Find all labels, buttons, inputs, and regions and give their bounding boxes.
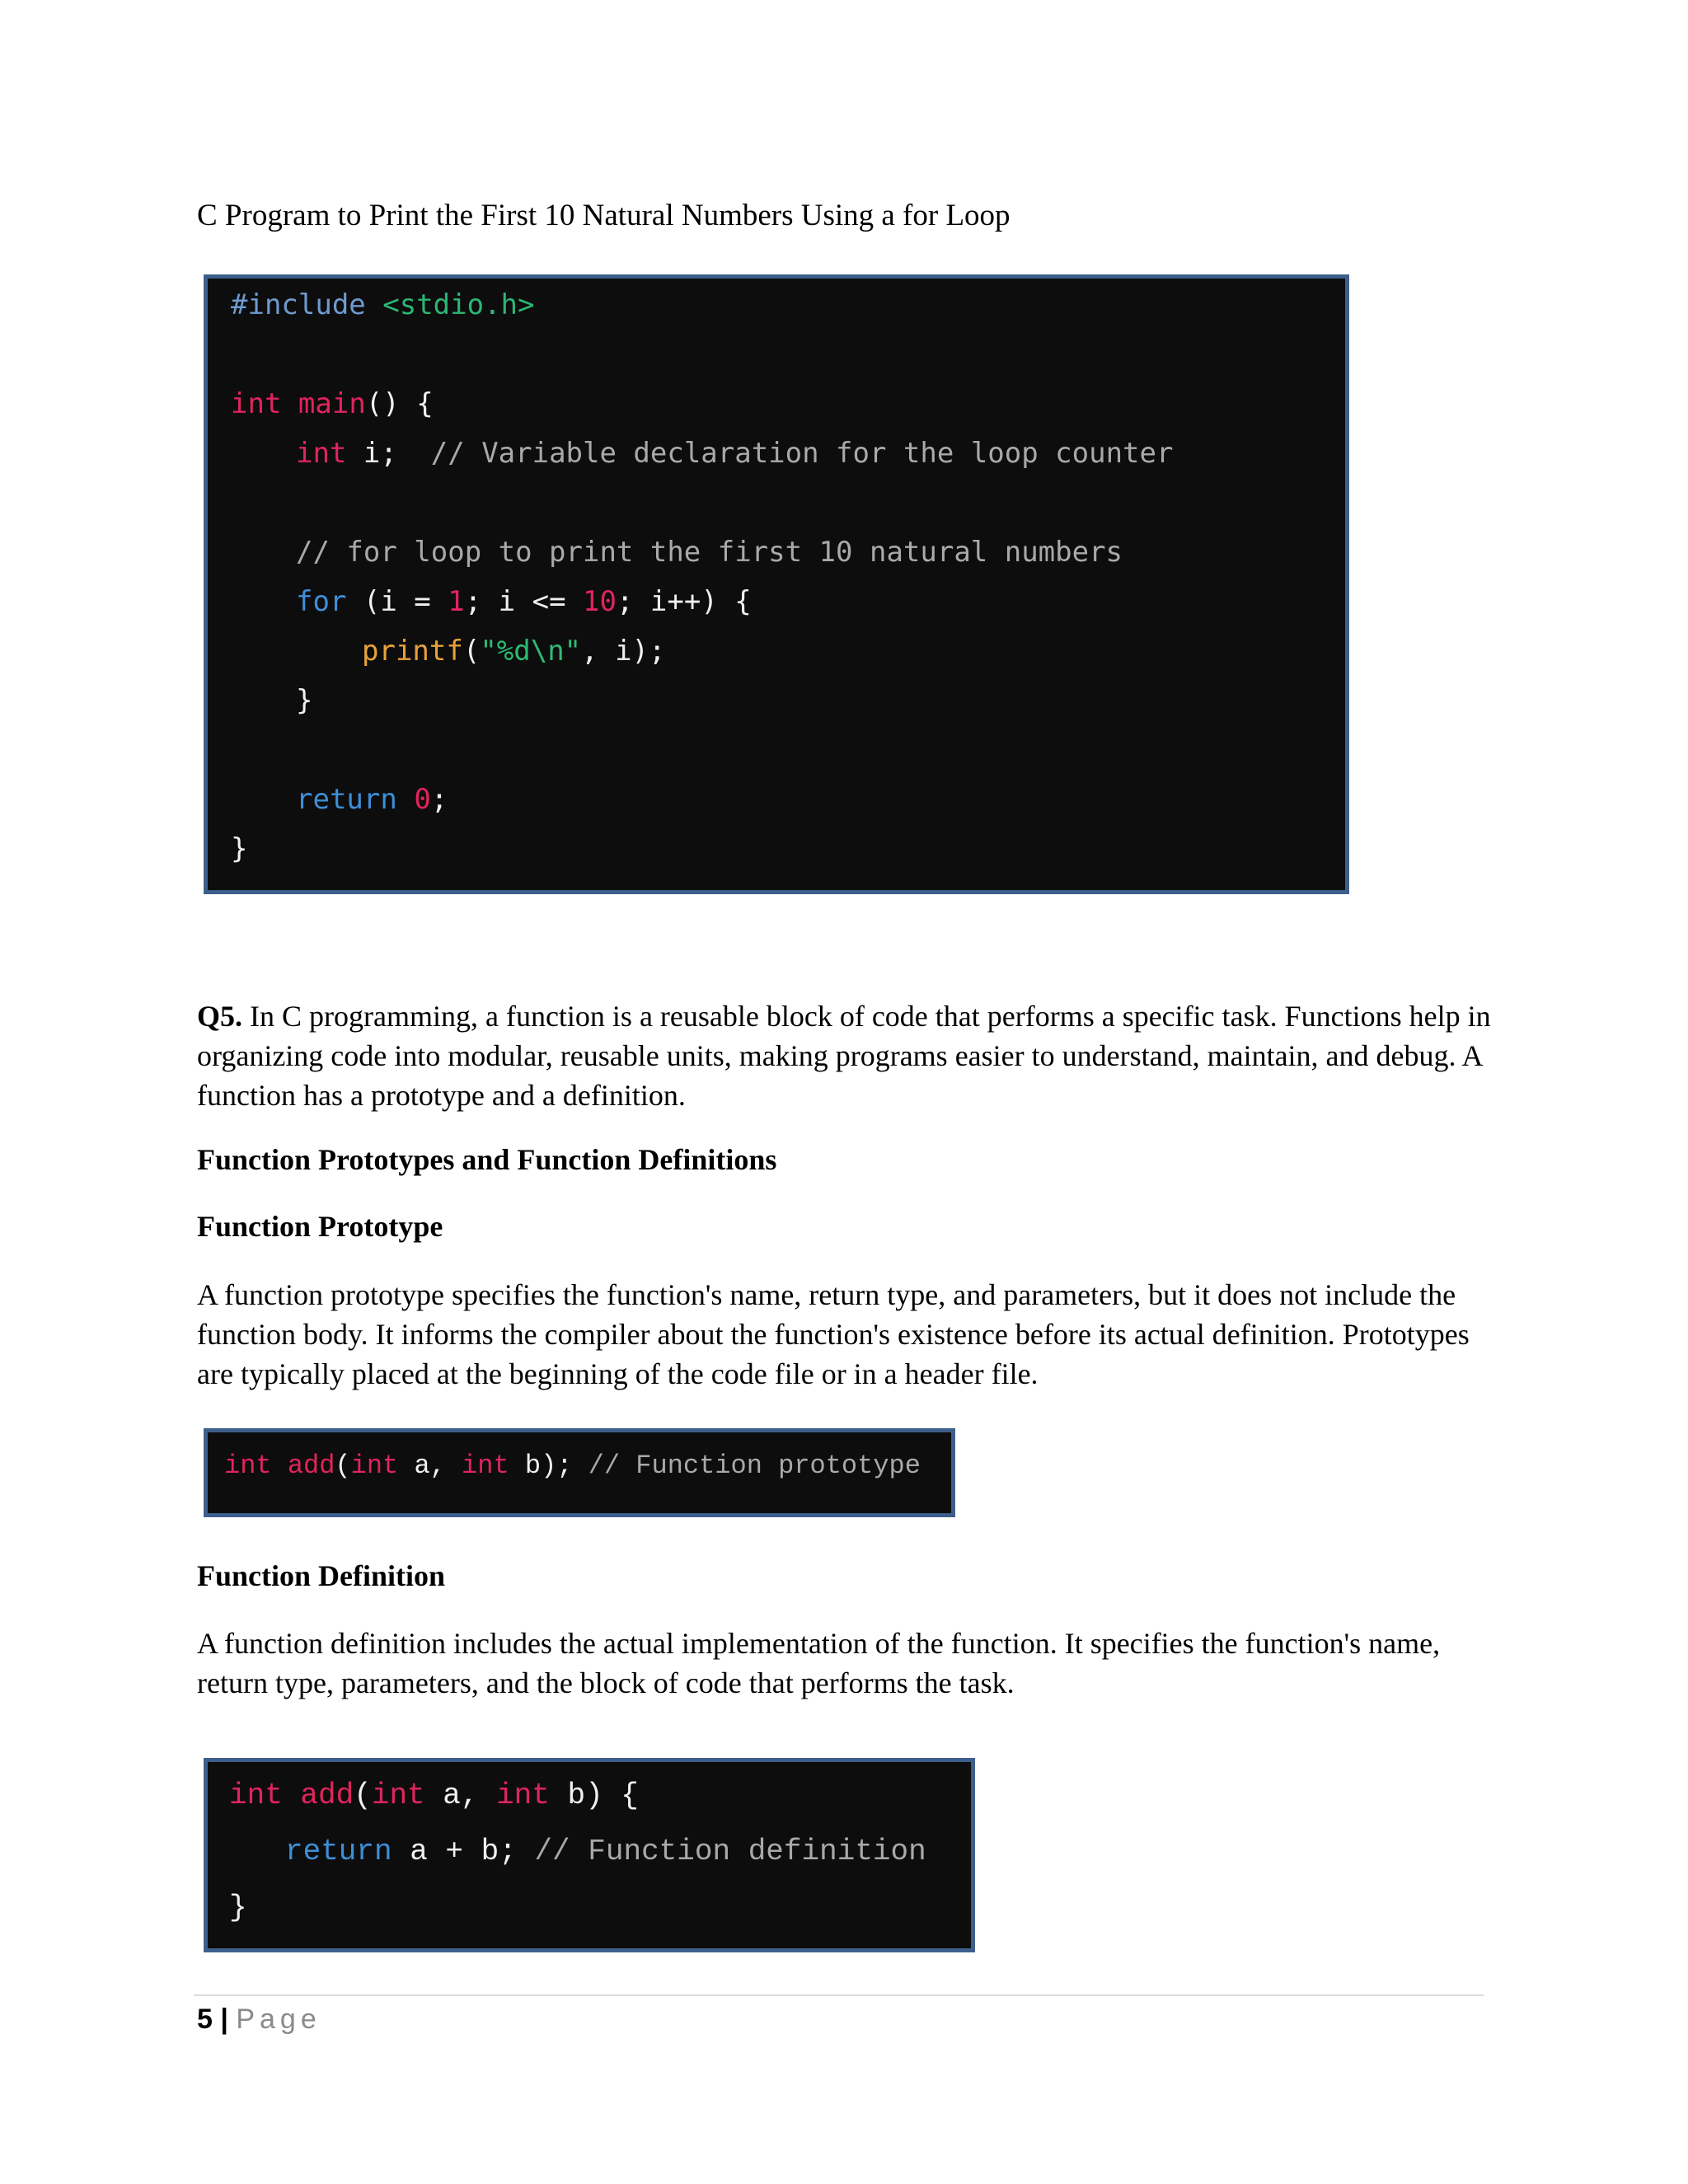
code-token: a + b; — [392, 1835, 535, 1868]
code-token: main — [298, 387, 366, 420]
code-token: a, — [398, 1451, 462, 1481]
code-comment: // Function prototype — [588, 1451, 921, 1481]
code-token: i; — [346, 437, 431, 470]
code-comment: // Function definition — [534, 1835, 926, 1868]
code-token: ( — [462, 635, 481, 668]
code-line — [362, 635, 666, 668]
code-token: () { — [365, 387, 434, 420]
code-token: add — [287, 1451, 335, 1481]
footer-divider — [194, 1994, 1484, 1996]
code-token: b) { — [549, 1779, 639, 1812]
code-line — [296, 783, 448, 816]
prototype-paragraph: A function prototype specifies the function's name, return type, and parameters, but it does not include the function body. It informs the compiler about the function's existence before its actual definition. Prototypes are typically placed at the beginning of the code file or in a header file. — [197, 1278, 1470, 1390]
code-token: return — [285, 1835, 392, 1868]
code-token: add — [300, 1779, 354, 1812]
code-token: } — [231, 832, 248, 865]
code-line — [285, 1835, 926, 1868]
code-token: for — [296, 585, 347, 618]
code-line — [296, 437, 1173, 470]
code-token: b); — [509, 1451, 588, 1481]
code-token: int — [462, 1451, 509, 1481]
code-line — [224, 1451, 921, 1481]
code-token: , i); — [581, 635, 666, 668]
code-line — [229, 1891, 247, 1924]
code-token: #include — [231, 288, 366, 321]
page-number: 5 — [197, 2004, 213, 2035]
code-line — [231, 288, 534, 321]
definition-heading: Function Definition — [197, 1559, 446, 1592]
code-token: } — [296, 684, 313, 717]
code-line — [296, 684, 312, 717]
code-token: return — [296, 783, 397, 816]
code-token: 1 — [448, 585, 465, 618]
code-block-definition — [204, 1758, 975, 1952]
code-token: 10 — [583, 585, 617, 618]
code-token: int — [229, 1779, 283, 1812]
q5-text: In C programming, a function is a reusable block of code that performs a specific task. Functions help in organizing code into modular, reusable units, making programs easier to understand, maintain, and debug. A function has a prototype and a definition. — [197, 1000, 1491, 1112]
definition-paragraph: A function definition includes the actual implementation of the function. It specifies the function's name, return type, parameters, and the block of code that performs the task. — [197, 1627, 1441, 1699]
code-comment: // for loop to print the first 10 natural numbers — [296, 536, 1123, 569]
code-token: printf — [362, 635, 463, 668]
code-token: ( — [335, 1451, 351, 1481]
prototype-heading: Function Prototype — [197, 1210, 443, 1243]
code-token: <stdio.h> — [382, 288, 535, 321]
intro-heading: C Program to Print the First 10 Natural Numbers Using a for Loop — [197, 199, 1010, 232]
code-block-for-loop — [204, 274, 1349, 894]
code-line — [231, 832, 247, 865]
code-token: } — [229, 1891, 247, 1924]
code-token: a, — [424, 1779, 497, 1812]
code-token: int — [496, 1779, 550, 1812]
code-line — [231, 387, 434, 420]
code-line — [296, 536, 1123, 569]
page-footer — [197, 1999, 321, 2039]
q5-paragraph — [197, 996, 1507, 1115]
code-string: "%d\n" — [480, 635, 582, 668]
code-line — [229, 1779, 639, 1812]
page-word: Page — [236, 2004, 321, 2035]
code-token: int — [231, 387, 282, 420]
code-token: ; i++) { — [616, 585, 752, 618]
code-line — [296, 585, 752, 618]
code-comment: // Variable declaration for the loop counter — [430, 437, 1174, 470]
q5-label: Q5. — [197, 1000, 243, 1033]
section-heading: Function Prototypes and Function Definitions — [197, 1143, 777, 1176]
code-token: int — [296, 437, 347, 470]
footer-separator: | — [212, 2004, 237, 2035]
code-token: int — [371, 1779, 425, 1812]
code-token: int — [350, 1451, 399, 1481]
code-block-prototype — [204, 1428, 955, 1517]
code-token: ( — [354, 1779, 372, 1812]
code-token: (i = — [346, 585, 448, 618]
code-token: 0 — [414, 783, 431, 816]
code-token: ; — [430, 783, 448, 816]
code-token: int — [224, 1451, 272, 1481]
code-token: ; i <= — [464, 585, 584, 618]
